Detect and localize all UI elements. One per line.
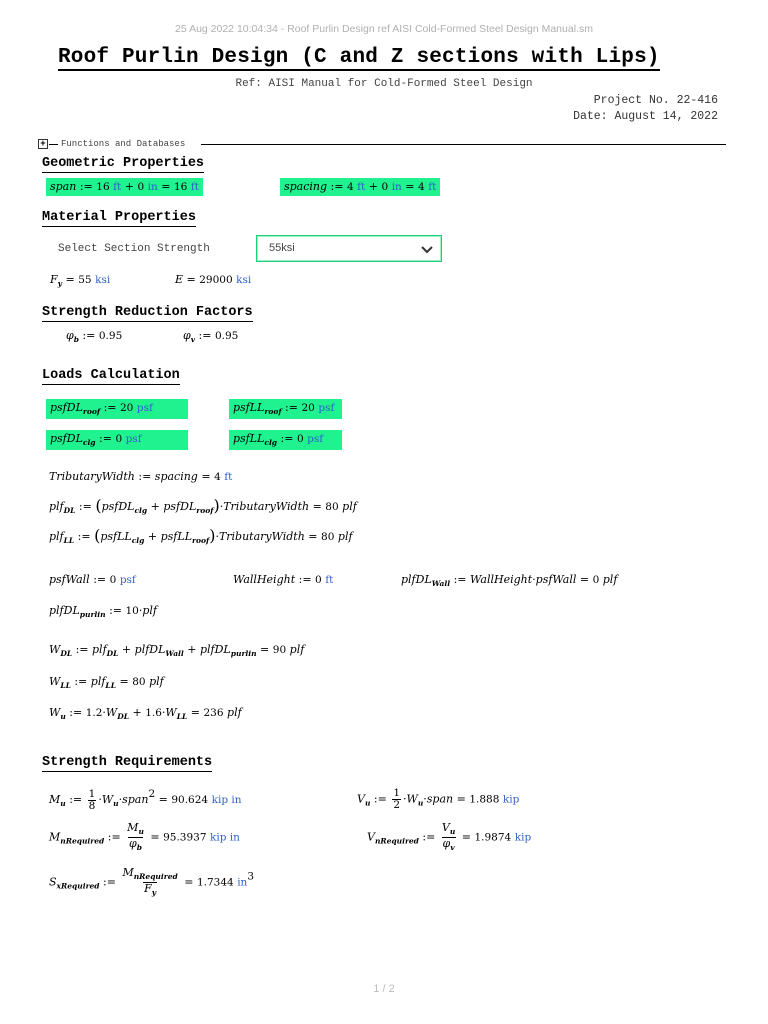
plfdl-purlin-definition: plfDL$_{purlin}$ := 10·plf	[49, 604, 158, 619]
w-dl-definition: $W_{DL}$ := plf$_{DL}$ + plfDL$_{Wall}$ + plfDL$_{purlin}$ = 90 plf	[49, 643, 305, 658]
reference-line: Ref: AISI Manual for Cold-Formed Steel Design	[235, 78, 533, 90]
psfdl-clg-definition[interactable]: psfDL$_{clg}$ := 0 psf	[46, 430, 188, 450]
sx-required-definition: $S_{xRequired}$ := $\frac{M_{nRequired}}{F_y}$ = 1.7344 $in^3$	[49, 866, 254, 897]
section-material-properties: Material Properties	[42, 210, 196, 225]
section-strength-select[interactable]	[256, 235, 442, 262]
wall-height-definition: WallHeight := 0 ft	[233, 573, 334, 586]
region-label: Functions and Databases	[61, 139, 186, 149]
section-loads-calculation: Loads Calculation	[42, 368, 180, 383]
region-line-right	[201, 144, 726, 145]
w-ll-definition: $W_{LL}$ := plf$_{LL}$ = 80 plf	[49, 675, 164, 690]
psfll-roof-definition[interactable]: psfLL$_{roof}$ := 20 psf	[229, 399, 342, 419]
plf-ll-definition: plf$_{LL}$ := (psfLL$_{clg}$ + psfLL$_{roof}$)·TributaryWidth = 80 plf	[49, 526, 353, 545]
vu-definition: $V_u$ := $\frac{1}{2}$ $\cdot W_u\cdot span = 1.888$ kip	[357, 787, 520, 811]
psfdl-roof-definition[interactable]: psfDL$_{roof}$ := 20 psf	[46, 399, 188, 419]
select-section-strength-label: Select Section Strength	[58, 243, 210, 255]
fy-definition: $F_y = 55$ ksi	[50, 273, 111, 288]
psfll-clg-definition[interactable]: psfLL$_{clg}$ := 0 psf	[229, 430, 342, 450]
phi-v-definition: $\varphi_v$ := 0.95	[183, 329, 239, 344]
select-value: 55ksi	[269, 242, 295, 254]
psfwall-definition: psfWall := 0 psf	[49, 573, 136, 586]
section-strength-reduction: Strength Reduction Factors	[42, 305, 253, 320]
vn-required-definition: $V_{nRequired}$ := $\frac{V_u}{\varphi_v}$ = 1.9874 kip	[367, 821, 532, 852]
span-definition[interactable]: span := 16 ft + 0 in = 16 ft	[46, 178, 203, 196]
mn-required-definition: $M_{nRequired}$ := $\frac{M_u}{\varphi_b}$ = 95.3937 kip in	[49, 821, 240, 852]
project-number: Project No. 22-416	[593, 94, 718, 107]
tributary-width-definition: TributaryWidth := spacing = 4 ft	[49, 470, 233, 483]
plf-dl-definition: plf$_{DL}$ := (psfDL$_{clg}$ + psfDL$_{roof}$)·TributaryWidth = 80 plf	[49, 496, 357, 515]
expand-toggle-icon[interactable]: +	[38, 139, 48, 149]
w-u-definition: $W_u$ := $1.2\cdot W_{DL} + 1.6\cdot W_{LL} = 236$ plf	[49, 706, 242, 721]
e-definition: E = 29000 ksi	[175, 273, 252, 286]
chevron-down-icon	[420, 245, 434, 255]
region-line-left	[49, 144, 58, 145]
plfdl-wall-definition: plfDL$_{Wall}$ := WallHeight·psfWall = 0 plf	[401, 573, 618, 588]
file-info-line: 25 Aug 2022 10:04:34 - Roof Purlin Design ref AISI Cold-Formed Steel Design Manual.sm	[175, 23, 593, 35]
spacing-definition[interactable]: spacing := 4 ft + 0 in = 4 ft	[280, 178, 440, 196]
collapsed-region[interactable]	[38, 139, 726, 151]
phi-b-definition: $\varphi_b$ := 0.95	[66, 329, 123, 344]
page-number: 1 / 2	[373, 983, 395, 995]
mu-definition: $M_u$ := $\frac{1}{8}$ $\cdot W_u\cdot span^2 = 90.624$ kip in	[49, 787, 242, 812]
page-title: Roof Purlin Design (C and Z sections with Lips)	[58, 46, 660, 69]
project-date: Date: August 14, 2022	[573, 110, 718, 123]
section-strength-requirements: Strength Requirements	[42, 755, 213, 770]
section-geometric-properties: Geometric Properties	[42, 156, 205, 171]
